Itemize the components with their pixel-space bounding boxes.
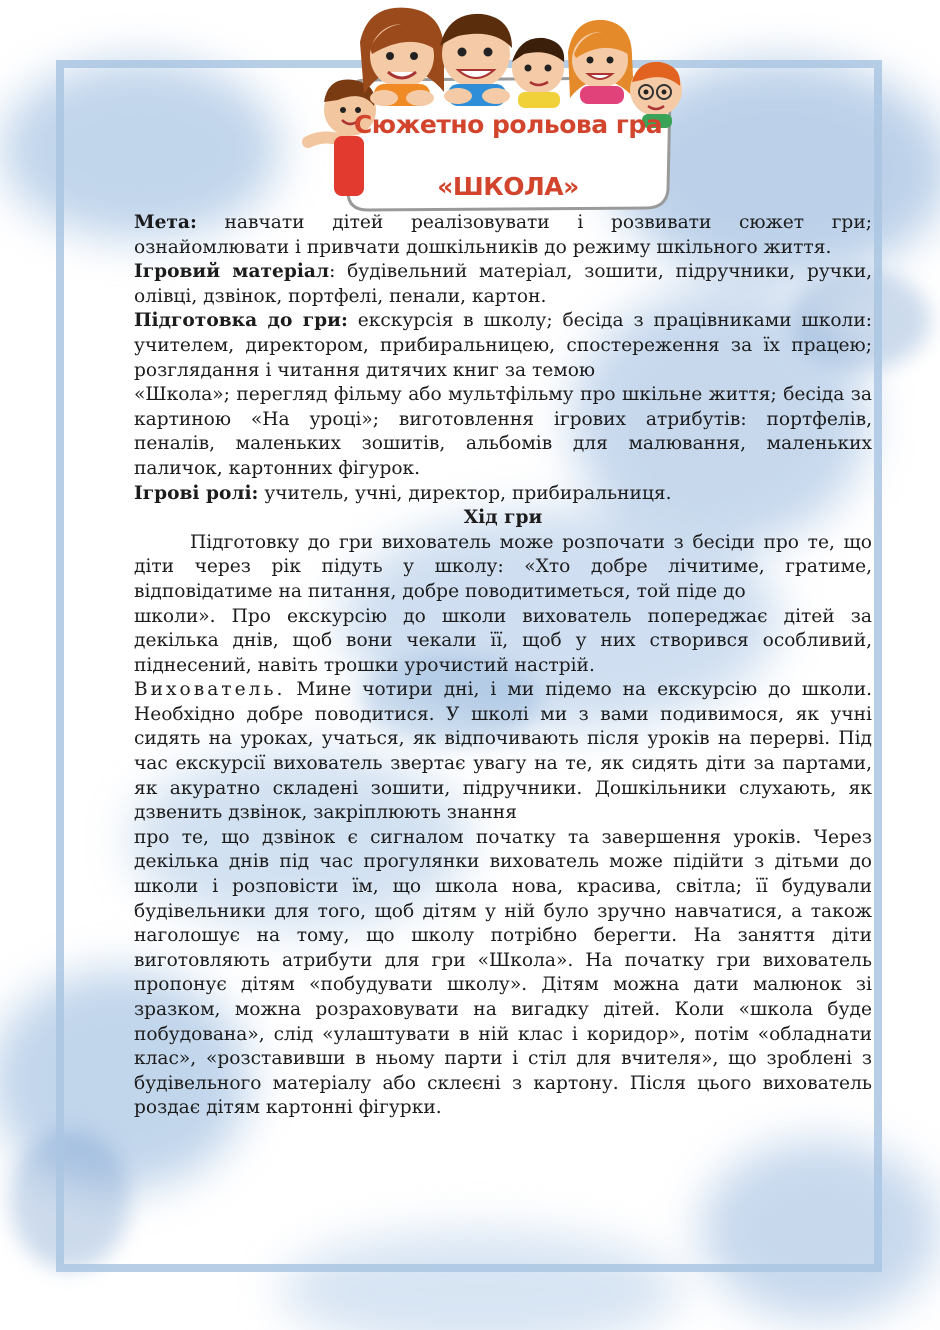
preparation-text-2: «Школа»; перегляд фільму або мультфільму про шкільне життя; бесіда за картиною «На уроці»; виготовлення ігрових атрибутів: портфелів, пеналів, маленьких зошитів, альбомів для малювання, маленьких паличок, картонних фігурок. (134, 384, 872, 479)
speaker-label: Вихователь. (134, 679, 286, 701)
banner-title (350, 110, 666, 202)
course-paragraph-2: школи». Про екскурсію до школи вихователь попереджає дітей за декілька днів, щоб вони чекали її, щоб у них створився особливий, піднесений, навіть трошки урочистий настрій. (134, 605, 872, 676)
course-heading: Хід гри (463, 507, 543, 529)
goal-label: Мета: (134, 212, 197, 233)
preparation-paragraph (134, 309, 872, 383)
goal-paragraph (134, 211, 872, 260)
kid-boy-2 (512, 38, 564, 108)
roles-paragraph (134, 482, 872, 507)
title-line-1: Сюжетно рольова гра (353, 110, 663, 139)
materials-label: Ігровий матеріал (134, 261, 330, 283)
preparation-label: Підготовка до гри: (134, 310, 348, 332)
course-paragraph-1: Підготовку до гри вихователь може розпочати з бесіди про те, що діти через рік підуть у школу: «Хто добре лічитиме, гратиме, відповідатиме на питання, добре поводитиметься, той піде до (134, 531, 872, 602)
kid-boy-1 (440, 14, 512, 106)
materials-paragraph (134, 260, 872, 309)
course-paragraph-4: про те, що дзвінок є сигналом початку та завершення уроків. Через декілька днів під час прогулянки вихователь може підійти з дітьми до школи і розповісти їм, що школа нова, красива, світла; її будували будівельники для того, щоб дітям у ній було зручно навчатися, а також наголошує на тому, що школу потрібно берегти. На заняття діти виготовляють атрибути для гри «Школа». На початку гри вихователь пропонує дітям «побудувати школу». Дітям можна дати малюнок зі зразком, можна розраховувати на вигадку дітей. Коли «школа буде побудована», слід «улаштувати в ній клас і коридор», потім «обладнати клас», «розставивши в ньому парти і стіл для вчителя», що зроблені з будівельного матеріалу або склеєні з картону. Після цього вихователь роздає дітям картонні фігурки. (134, 826, 872, 1119)
title-line-2: «ШКОЛА» (437, 172, 579, 201)
preparation-text-1: екскурсія в школу; бесіда з працівниками школи: учителем, директором, прибиральницею, спостереження за їх працею; розглядання і читання дитячих книг за темою (134, 310, 872, 381)
goal-text: навчати дітей реалізовувати і розвивати сюжет гри; ознайомлювати і привчати дошкільників до режиму шкільного життя. (134, 212, 872, 258)
document-body (134, 211, 872, 1121)
roles-text: учитель, учні, директор, прибиральниця. (258, 482, 672, 504)
preparation-paragraph-2 (134, 383, 872, 481)
materials-text: : будівельний матеріал, зошити, підручники, ручки, олівці, дзвінок, портфелі, пенали, картон. (134, 261, 872, 307)
roles-label: Ігрові ролі: (134, 482, 259, 504)
speaker-text: Мине чотири дні, і ми підемо на екскурсію до школи. Необхідно добре поводитися. У школі ми з вами подивимося, як учні сидять на уроках, учаться, як відпочивають після уроків на перерві. Під час екскурсії вихователь звертає увагу на те, як сидять діти за партами, як акуратно складені зошити, підручники. Дошкільники слухають, як дзвенить дзвінок, закріплюють знання (134, 679, 872, 824)
course-paragraph-3 (134, 678, 872, 826)
